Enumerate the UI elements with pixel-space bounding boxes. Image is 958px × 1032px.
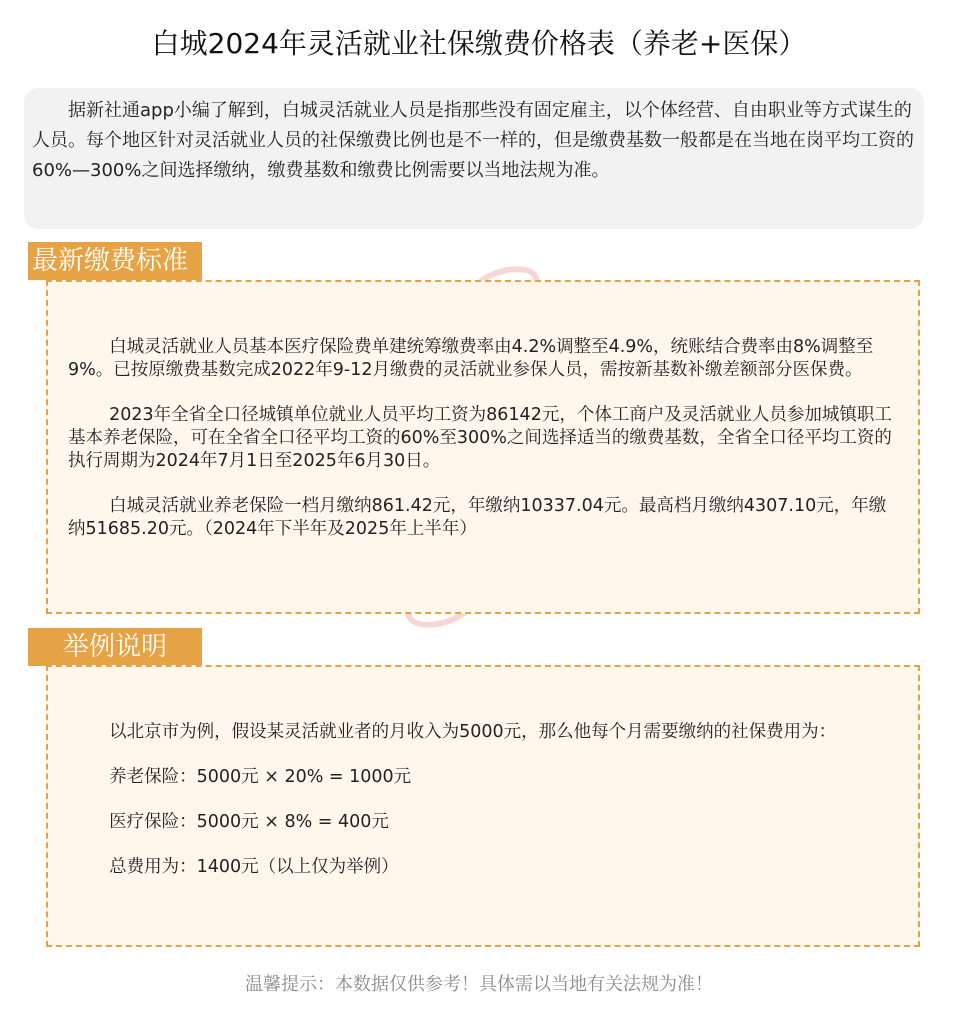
section-tag-standard: 最新缴费标准 (28, 242, 202, 280)
example-line: 养老保险：5000元 × 20% = 1000元 (109, 767, 412, 787)
footer-tip: 温馨提示：本数据仅供参考！具体需以当地有关法规为准！ (245, 974, 713, 995)
standard-box (46, 280, 920, 614)
section-tag-example: 举例说明 (28, 628, 202, 666)
standard-paragraph: 白城灵活就业人员基本医疗保险费单建统筹缴费率由4.2%调整至4.9%，统账结合费率由8%调整至9%。已按原缴费基数完成2022年9-12月缴费的灵活就业参保人员，需按新基数补缴差额部分医保费。 (68, 337, 874, 380)
page-title: 白城2024年灵活就业社保缴费价格表（养老+医保） (151, 27, 807, 60)
example-paragraph: 以北京市为例，假设某灵活就业者的月收入为5000元，那么他每个月需要缴纳的社保费用为： (109, 722, 837, 742)
example-line: 医疗保险：5000元 × 8% = 400元 (109, 812, 389, 832)
standard-paragraph: 白城灵活就业养老保险一档月缴纳861.42元，年缴纳10337.04元。最高档月缴纳4307.10元，年缴纳51685.20元。（2024年下半年及2025年上半年） (68, 496, 887, 539)
example-line: 总费用为：1400元（以上仅为举例） (109, 857, 399, 877)
example-box (46, 665, 920, 947)
standard-paragraph: 2023年全省全口径城镇单位就业人员平均工资为86142元，个体工商户及灵活就业人员参加城镇职工基本养老保险，可在全省全口径平均工资的60%至300%之间选择适当的缴费基数，全省全口径平均工资的执行周期为2024年7月1日至2025年6月30日。 (68, 405, 892, 471)
intro-text: 据新社通app小编了解到，白城灵活就业人员是指那些没有固定雇主，以个体经营、自由职业等方式谋生的人员。每个地区针对灵活就业人员的社保缴费比例也是不一样的，但是缴费基数一般都是在当地在岗平均工资的60%—300%之间选择缴纳，缴费基数和缴费比例需要以当地法规为准。 (24, 88, 924, 229)
